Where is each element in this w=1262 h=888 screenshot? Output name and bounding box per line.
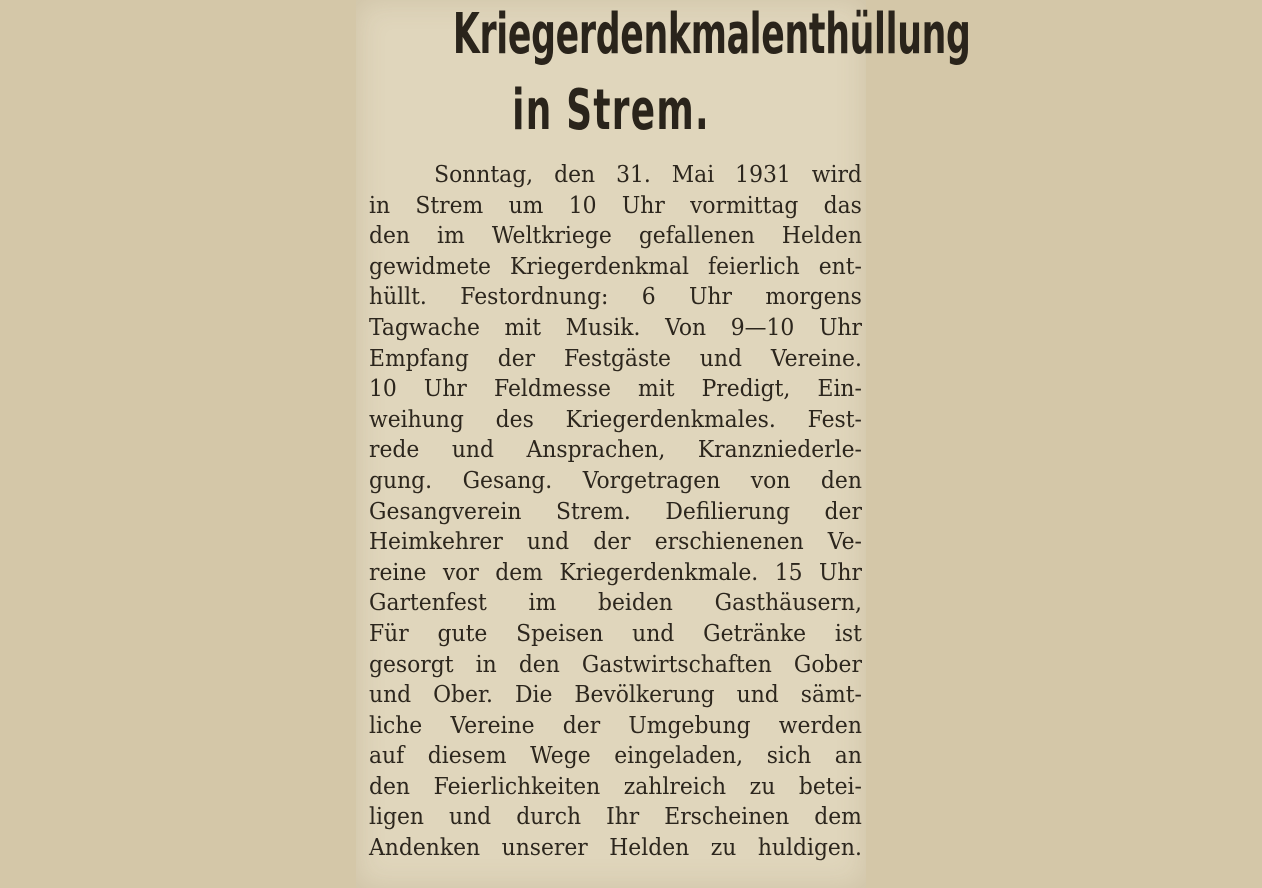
newspaper-clipping <box>356 0 971 888</box>
article-line: Heimkehrer und der erschienenen Ve- <box>369 527 862 556</box>
article-line: rede und Ansprachen, Kranzniederle- <box>369 435 862 464</box>
article-line: Für gute Speisen und Getränke ist <box>369 618 862 647</box>
article-line: hüllt. Festordnung: 6 Uhr morgens <box>369 282 862 311</box>
article-line: und Ober. Die Bevölkerung und sämt- <box>369 680 862 709</box>
article-line: gesorgt in den Gastwirtschaften Gober <box>369 649 862 678</box>
article-line: den im Weltkriege gefallenen Helden <box>369 221 862 250</box>
article-line: gung. Gesang. Vorgetragen von den <box>369 465 862 494</box>
article-line: ligen und durch Ihr Erscheinen dem <box>369 802 862 831</box>
article-line: 10 Uhr Feldmesse mit Predigt, Ein- <box>369 374 862 403</box>
article-line: liche Vereine der Umgebung werden <box>369 710 862 739</box>
article-line: reine vor dem Kriegerdenkmale. 15 Uhr <box>369 557 862 586</box>
article-line: Empfang der Festgäste und Vereine. <box>369 343 862 372</box>
article-line: in Strem um 10 Uhr vormittag das <box>369 190 862 219</box>
article-line: Gesangverein Strem. Defilierung der <box>369 496 862 525</box>
article-line: weihung des Kriegerdenkmales. Fest- <box>369 404 862 433</box>
article-line: gewidmete Kriegerdenkmal feierlich ent- <box>369 251 862 280</box>
article-line: Gartenfest im beiden Gasthäusern, <box>369 588 862 617</box>
article-line: auf diesem Wege eingeladen, sich an <box>369 741 862 770</box>
headline-line-1: Kriegerdenkmalenthüllung <box>452 2 971 67</box>
headline-line-2: in Strem. <box>512 78 710 143</box>
article-line: den Feierlichkeiten zahlreich zu betei- <box>369 771 862 800</box>
article-line: Tagwache mit Musik. Von 9—10 Uhr <box>369 312 862 341</box>
article-line: Sonntag, den 31. Mai 1931 wird <box>434 160 862 188</box>
article-line: Andenken unserer Helden zu huldigen. <box>369 833 862 862</box>
article-body <box>369 159 862 863</box>
